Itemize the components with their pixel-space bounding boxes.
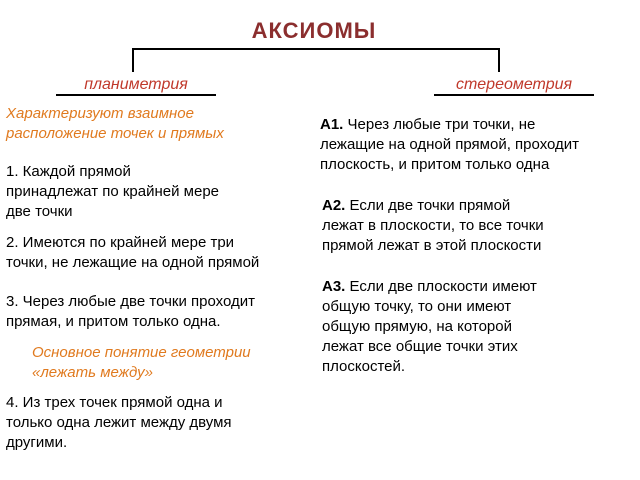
stereometry-heading: стереометрия bbox=[455, 76, 573, 93]
axiom-a1: А1. Через любые три точки, не лежащие на одной прямой, проходит плоскость, и притом только одна bbox=[320, 116, 580, 173]
planimetry-intro: Характеризуют взаимное расположение точек и прямых bbox=[6, 105, 224, 142]
page-title: АКСИОМЫ bbox=[251, 18, 377, 43]
axiom-3: 3. Через любые две точки проходит прямая, и притом только одна. bbox=[6, 293, 255, 330]
axiom-4: 4. Из трех точек прямой одна и только одна лежит между двумя другими. bbox=[6, 394, 232, 451]
connector-right bbox=[498, 48, 500, 72]
axiom-a3: А3. Если две плоскости имеют общую точку, то они имеют общую прямую, на которой лежат все общие точки этих плоскостей. bbox=[322, 278, 537, 375]
stereometry-underline bbox=[434, 94, 594, 96]
planimetry-underline bbox=[56, 94, 216, 96]
connector-horizontal bbox=[132, 48, 500, 50]
axiom-1: 1. Каждой прямой принадлежат по крайней мере две точки bbox=[6, 163, 220, 220]
basic-concept: Основное понятие геометрии «лежать между» bbox=[32, 344, 251, 381]
axiom-2: 2. Имеются по крайней мере три точки, не лежащие на одной прямой bbox=[6, 234, 260, 271]
planimetry-heading: планиметрия bbox=[84, 76, 188, 93]
axiom-a2: А2. Если две точки прямой лежат в плоскости, то все точки прямой лежат в этой плоскости bbox=[322, 197, 544, 254]
connector-left bbox=[132, 48, 134, 72]
